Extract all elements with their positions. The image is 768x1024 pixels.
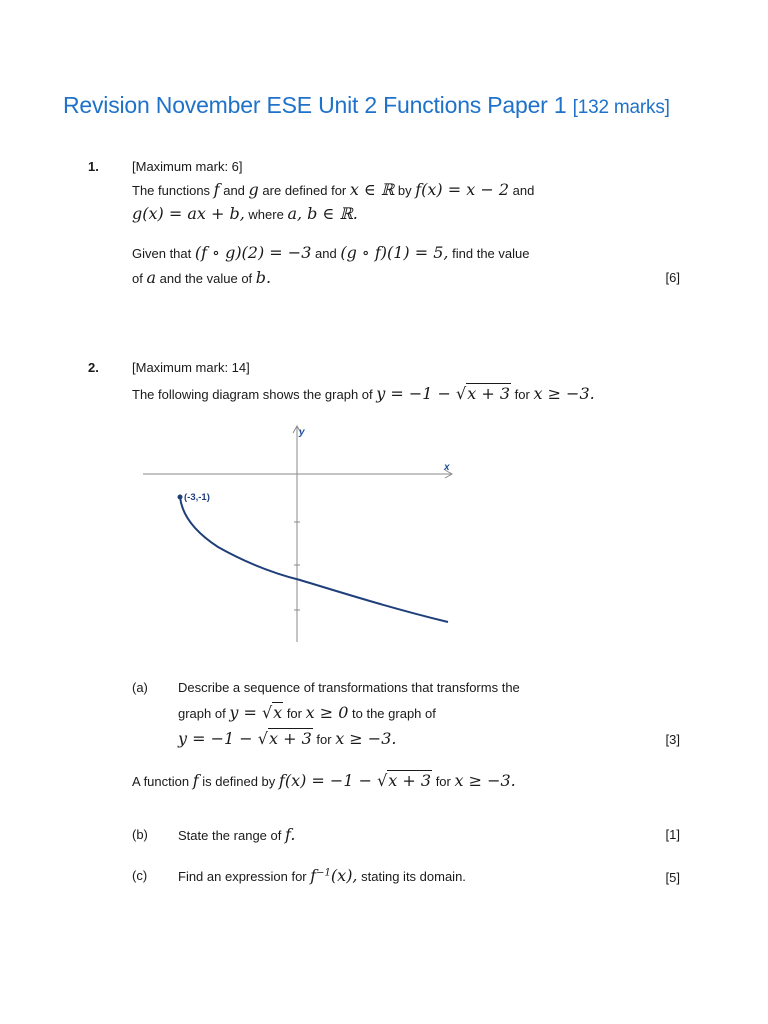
endpoint-label: (-3,-1)	[184, 492, 210, 503]
question-1-line-3: Given that (f ∘ g)(2) = −3 and (g ∘ f)(1) = 5, find the value	[132, 243, 530, 262]
endpoint-marker	[178, 495, 183, 500]
function-definition: A function f is defined by f(x) = −1 − √x + 3 for x ≥ −3.	[132, 771, 516, 790]
part-c-marks: [5]	[665, 870, 680, 885]
question-1-marks: [6]	[665, 270, 680, 285]
question-1-max-mark: [Maximum mark: 6]	[132, 159, 243, 174]
question-2-intro: The following diagram shows the graph of y = −1 − √x + 3 for x ≥ −3.	[132, 384, 595, 403]
title-text: Revision November ESE Unit 2 Functions Paper 1	[63, 92, 567, 118]
page-title	[63, 92, 670, 119]
title-marks: [132 marks]	[572, 97, 670, 118]
part-a-label: (a)	[132, 680, 148, 695]
question-2-number: 2.	[88, 360, 99, 375]
x-axis-label: x	[444, 462, 450, 473]
part-c-label: (c)	[132, 868, 148, 883]
part-c-text: Find an expression for $f^{-1}(x)$, stating its domain.	[178, 866, 466, 885]
question-1-line-4: of a and the value of b.	[132, 268, 272, 287]
function-graph	[140, 420, 460, 650]
part-b-label: (b)	[132, 827, 148, 842]
part-b-marks: [1]	[665, 827, 680, 842]
question-1-line-2: g(x) = ax + b, where a, b ∈ ℝ.	[132, 204, 358, 223]
part-a-marks: [3]	[665, 732, 680, 747]
question-1-line-1: The functions f and g are defined for x ∈ ℝ by f(x) = x − 2 and	[132, 180, 535, 199]
part-b-text: State the range of f.	[178, 825, 296, 844]
function-curve	[180, 497, 448, 622]
part-a-line-3: y = −1 − √x + 3 for x ≥ −3.	[178, 729, 397, 748]
question-1-number: 1.	[88, 159, 99, 174]
y-axis-label: y	[299, 427, 305, 438]
part-a-line-2: graph of y = √x for x ≥ 0 to the graph of	[178, 703, 436, 722]
question-2-max-mark: [Maximum mark: 14]	[132, 360, 250, 375]
part-a-line-1: Describe a sequence of transformations that transforms the	[178, 680, 520, 695]
